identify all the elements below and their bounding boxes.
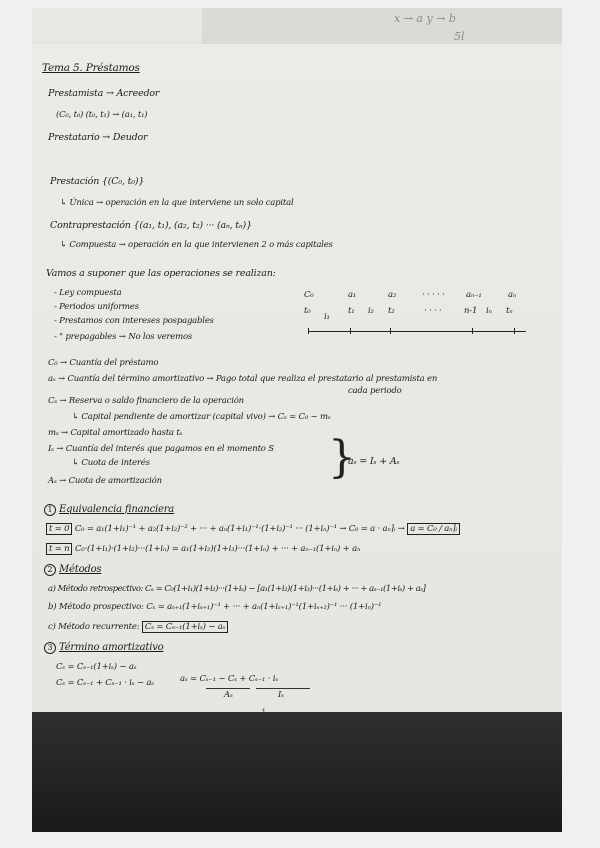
intro-line-2: (C₀, t₀) (t₀, t₁) → (a₁, t₁) (56, 110, 148, 120)
definition-is-sub: ↳ Cuota de interés (72, 458, 150, 468)
definition-cs-sub: ↳ Capital pendiente de amortizar (capital vivo) → Cₛ = C₀ − mₛ (72, 412, 331, 422)
method-c-label: c) Método recurrente: (48, 622, 142, 632)
assumption-item: - Periodos uniformes (54, 302, 139, 312)
prestacion-line-3: Contraprestación {(a₁, t₁), (a₂, t₂) ··· (aₙ, tₙ)} (50, 220, 252, 231)
definition-ms: mₛ → Capital amortizado hasta tₛ (48, 428, 183, 438)
intro-line-1: Prestamista → Acreedor (48, 88, 160, 99)
method-a: a) Método retrospectivo: Cₛ = C₀(1+i₁)(1+i₂)···(1+iₛ) − [a₁(1+i₂)(1+i₃)···(1+iₛ) + ··· + aₛ₋₁(1+iₛ) + aₛ] (48, 584, 426, 594)
section-3-heading (44, 642, 164, 654)
timeline-top-label: aₙ (508, 290, 517, 300)
timeline-top-label: · · · · · (422, 290, 445, 300)
timeline-axis (308, 331, 526, 332)
timeline-top-label: aₙ₋₁ (466, 290, 482, 300)
timeline-bottom-label: t₂ (388, 306, 395, 316)
equation-t0 (46, 524, 460, 534)
method-c (48, 622, 228, 632)
page-title: Tema 5. Préstamos (42, 62, 140, 74)
intro-line-3: Prestatario → Deudor (48, 132, 148, 143)
annuity-box: a = C₀ / aₙ⌉ᵢ (407, 523, 460, 535)
timeline-bottom-label: i₁ (324, 312, 330, 322)
term-line-2: Cₛ = Cₛ₋₁ + Cₛ₋₁ · iₛ − aₛ (56, 678, 154, 688)
timeline-tick (472, 328, 473, 334)
assumption-item: - Prestamos con intereses pospagables (54, 316, 214, 326)
section-2-title: Métodos (59, 564, 102, 575)
underlying-sheet (202, 8, 562, 48)
timeline-tick (308, 328, 309, 334)
timeline-top-label: C₀ (304, 290, 314, 300)
term-label-a: Aₛ (224, 690, 233, 700)
term-result: aₛ = Cₛ₋₁ − Cₛ + Cₛ₋₁ · iₛ (180, 674, 278, 684)
timeline-bottom-label: n-1 (464, 306, 478, 316)
definition-as-cuota: Aₛ → Cuota de amortización (48, 476, 162, 486)
definition-as-cont: cada periodo (348, 386, 402, 396)
prestacion-line-1: Prestación {(C₀, t₀)} (50, 176, 145, 187)
timeline-tick (390, 328, 391, 334)
dark-surface (32, 712, 562, 832)
definition-c0: C₀ → Cuantía del préstamo (48, 358, 159, 368)
assumption-item: - " prepagables → No los veremos (54, 332, 193, 342)
prestacion-line-2: ↳ Única → operación en la que interviene un solo capital (60, 198, 294, 208)
tn-box: t = n (46, 543, 72, 555)
definition-is: Iₛ → Cuantía del interés que pagamos en el momento S (48, 444, 274, 454)
section-2-heading (44, 564, 101, 576)
right-brace: } (328, 432, 356, 483)
section-number: 2 (44, 564, 56, 576)
underbrace-i (256, 688, 310, 689)
photo-background (32, 8, 562, 832)
section-number: 1 (44, 504, 56, 516)
underbrace-a (206, 688, 250, 689)
section-3-title: Término amortizativo (59, 642, 164, 653)
definition-cs: Cₛ → Reserva o saldo financiero de la operación (48, 396, 244, 406)
term-label-i: Iₛ (278, 690, 284, 700)
definition-as: aₛ → Cuantía del término amortizativo → Pago total que realiza el prestatario al prestamista en (48, 374, 438, 384)
prestacion-line-4: ↳ Compuesta → operación en la que intervienen 2 o más capitales (60, 240, 333, 250)
equation-1: C₀ = a₁(1+i₁)⁻¹ + a₂(1+i₂)⁻² + ··· + aₙ(1+i₁)⁻¹·(1+i₂)⁻¹ ··· (1+iₙ)⁻¹ → C₀ = a · aₙ⌉ᵢ → (74, 524, 408, 534)
notebook-page (32, 44, 562, 724)
section-1-heading (44, 504, 174, 516)
timeline-top-label: a₁ (348, 290, 357, 300)
timeline-bottom-label: i₂ (368, 306, 374, 316)
section-number: 3 (44, 642, 56, 654)
assumptions-heading: Vamos a suponer que las operaciones se realizan: (46, 268, 276, 279)
timeline-tick (514, 328, 515, 334)
equation-tn (46, 544, 360, 554)
timeline-bottom-label: t₀ (304, 306, 311, 316)
method-b: b) Método prospectivo: Cₛ = aₛ₊₁(1+iₛ₊₁)⁻¹ + ··· + aₙ(1+iₛ₊₁)⁻¹(1+iₛ₊₂)⁻¹ ··· (1+iₙ)⁻¹ (48, 602, 382, 612)
timeline-top-label: a₂ (388, 290, 397, 300)
timeline-tick (350, 328, 351, 334)
ghost-text: x → a y → b (394, 12, 456, 25)
definition-sum: aₛ = Iₛ + Aₛ (348, 456, 400, 467)
equation-2: C₀·(1+i₁)·(1+i₂)···(1+iₙ) = a₁(1+i₂)(1+i₃)···(1+iₙ) + ··· + aₙ₋₁(1+iₙ) + aₙ (74, 544, 361, 554)
recurrent-box: Cₛ = Cₛ₋₁(1+iₛ) − aₛ (142, 621, 228, 633)
timeline-bottom-label: · · · · (424, 306, 442, 316)
section-1-title: Equivalencia financiera (59, 504, 175, 515)
term-line-1: Cₛ = Cₛ₋₁(1+iₛ) − aₛ (56, 662, 137, 672)
timeline-bottom-label: tₙ (506, 306, 513, 316)
ghost-text-right: 5l (454, 30, 465, 43)
t0-box: t = 0 (46, 523, 72, 535)
assumption-item: - Ley compuesta (54, 288, 122, 298)
timeline-bottom-label: t₁ (348, 306, 355, 316)
timeline-bottom-label: iₙ (486, 306, 492, 316)
